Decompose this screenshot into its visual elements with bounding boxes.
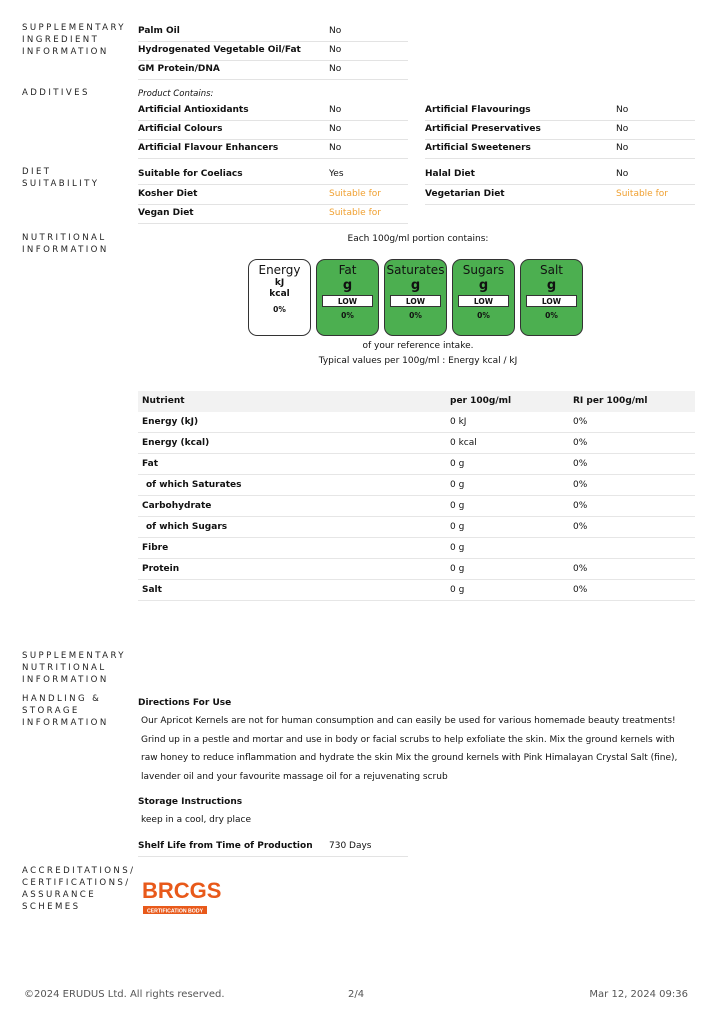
diet-value: Suitable for <box>329 208 381 218</box>
typical-values-text: Typical values per 100g/ml : Energy kcal / kJ <box>318 356 518 366</box>
table-row <box>138 475 695 496</box>
nutrient-per: 0 g <box>450 459 465 469</box>
nutrient-per: 0 g <box>450 543 465 553</box>
additive-label: Artificial Sweeteners <box>425 143 531 153</box>
salt-light <box>520 259 583 336</box>
nutrient-per: 0 kJ <box>450 417 467 427</box>
additive-value: No <box>329 124 342 134</box>
energy-light <box>248 259 311 336</box>
directions-title: Directions For Use <box>138 698 232 708</box>
diet-label: Kosher Diet <box>138 189 198 199</box>
nutrient-ri: 0% <box>573 501 588 511</box>
nutrient-table <box>138 391 695 601</box>
diet-right <box>425 169 695 209</box>
energy-name: Energy <box>258 263 301 277</box>
light-name: Salt <box>539 263 563 277</box>
light-pct: 0% <box>477 311 490 320</box>
table-row <box>138 412 695 433</box>
nutrient-ri: 0% <box>573 459 588 469</box>
table-row <box>138 454 695 475</box>
nutrient-ri: 0% <box>573 585 588 595</box>
shelf-life-value: 730 Days <box>329 841 372 851</box>
storage-title: Storage Instructions <box>138 797 243 807</box>
light-name: Fat <box>338 263 357 277</box>
nutrient-ri: 0% <box>573 438 588 448</box>
nutrient-per: 0 kcal <box>450 438 477 448</box>
nutrient-name: of which Sugars <box>146 522 228 532</box>
diet-label: Vegetarian Diet <box>425 189 505 199</box>
sugars-light <box>452 259 515 336</box>
ingredient-label: GM Protein/DNA <box>138 64 220 74</box>
light-level-badge: LOW <box>458 295 509 307</box>
section-label-nutritional: NUTRITIONAL INFORMATION <box>22 233 109 255</box>
light-level-badge: LOW <box>526 295 577 307</box>
table-row <box>138 580 695 601</box>
additive-label: Artificial Flavour Enhancers <box>138 143 279 153</box>
fat-light <box>316 259 379 336</box>
table-row <box>138 496 695 517</box>
nutrient-name: Fat <box>142 459 158 469</box>
additive-value: No <box>329 105 342 115</box>
light-pct: 0% <box>341 311 354 320</box>
diet-value: Yes <box>329 169 344 179</box>
section-label-accreditations: ACCREDITATIONS/ CERTIFICATIONS/ ASSURANCE SCHEMES <box>22 866 136 912</box>
footer-date: Mar 12, 2024 09:36 <box>589 989 688 1000</box>
shelf-life <box>138 841 408 859</box>
saturates-light <box>384 259 447 336</box>
nutrient-ri: 0% <box>573 417 588 427</box>
light-unit: g <box>410 278 421 293</box>
nutrient-per: 0 g <box>450 585 465 595</box>
table-row <box>138 538 695 559</box>
brcgs-sub-text: CERTIFICATION BODY <box>146 908 204 915</box>
storage-text: keep in a cool, dry place <box>141 815 251 825</box>
nutrient-name: Salt <box>142 585 162 595</box>
nutrient-ri: 0% <box>573 522 588 532</box>
additive-label: Artificial Preservatives <box>425 124 541 134</box>
section-label-handling: HANDLING & STORAGE INFORMATION <box>22 694 109 728</box>
light-level-badge: LOW <box>322 295 373 307</box>
light-level-badge: LOW <box>390 295 441 307</box>
additive-label: Artificial Colours <box>138 124 223 134</box>
nutrient-per: 0 g <box>450 522 465 532</box>
light-unit: g <box>546 278 557 293</box>
section-label-supplementary-nutritional: SUPPLEMENTARY NUTRITIONAL INFORMATION <box>22 651 126 685</box>
brcgs-logo <box>142 876 222 916</box>
energy-pct: 0% <box>273 305 286 314</box>
diet-value: No <box>616 169 629 179</box>
nutrient-per: 0 g <box>450 480 465 490</box>
additive-label: Artificial Flavourings <box>425 105 531 115</box>
nutrient-ri: 0% <box>573 564 588 574</box>
light-unit: g <box>478 278 489 293</box>
diet-label: Vegan Diet <box>138 208 194 218</box>
nutrient-name: Fibre <box>142 543 169 553</box>
ingredient-value: No <box>329 45 342 55</box>
ingredient-label: Palm Oil <box>138 26 180 36</box>
nutrient-name: Carbohydrate <box>142 501 212 511</box>
portion-text: Each 100g/ml portion contains: <box>347 234 489 244</box>
table-row <box>138 433 695 454</box>
nutrient-per: 0 g <box>450 564 465 574</box>
light-pct: 0% <box>545 311 558 320</box>
section-label-additives: ADDITIVES <box>22 88 90 98</box>
ingredient-label: Hydrogenated Vegetable Oil/Fat <box>138 45 301 55</box>
shelf-life-label: Shelf Life from Time of Production <box>138 841 313 851</box>
diet-value: Suitable for <box>329 189 381 199</box>
footer-page-number: 2/4 <box>348 989 365 1000</box>
light-pct: 0% <box>409 311 422 320</box>
nutrient-name: Energy (kcal) <box>142 438 210 448</box>
column-header: RI per 100g/ml <box>573 396 648 406</box>
section-label-supplementary-ingredient: SUPPLEMENTARY INGREDIENT INFORMATION <box>22 23 126 57</box>
additives-intro: Product Contains: <box>138 89 214 99</box>
diet-label: Suitable for Coeliacs <box>138 169 243 179</box>
section-label-diet: DIET SUITABILITY <box>22 167 100 189</box>
brcgs-logo-text: BRCGS <box>142 878 222 903</box>
light-unit: g <box>342 278 353 293</box>
footer-copyright: ©2024 ERUDUS Ltd. All rights reserved. <box>24 989 225 1000</box>
ingredient-value: No <box>329 26 342 36</box>
additive-value: No <box>616 105 629 115</box>
additive-value: No <box>616 124 629 134</box>
energy-kj: kJ <box>274 278 285 288</box>
additives-right <box>425 105 695 165</box>
light-name: Sugars <box>462 263 505 277</box>
nutrient-name: Protein <box>142 564 180 574</box>
nutrient-ri: 0% <box>573 480 588 490</box>
ingredient-list <box>138 26 408 86</box>
directions-text: Our Apricot Kernels are not for human consumption and can easily be used for various homemade beauty treatments! Grind up in a pestle and mortar and use in body or facial scrubs to help exfoliate the skin. Mix the ground kernels with raw honey to reduce inflammation and hydrate the skin Mix the ground kernels with Pink Himalayan Crystal Salt (fine), lavender oil and your favourite massage oil for a rejuvenating scrub <box>141 716 678 782</box>
nutrient-name: of which Saturates <box>146 480 242 490</box>
additives-left <box>138 105 408 165</box>
additive-label: Artificial Antioxidants <box>138 105 249 115</box>
reference-intake-text: of your reference intake. <box>362 341 474 351</box>
table-row <box>138 517 695 538</box>
ingredient-value: No <box>329 64 342 74</box>
table-header <box>138 391 695 412</box>
light-name: Saturates <box>386 263 445 277</box>
table-row <box>138 559 695 580</box>
diet-value: Suitable for <box>616 189 668 199</box>
energy-kcal: kcal <box>269 289 290 299</box>
nutrient-per: 0 g <box>450 501 465 511</box>
additive-value: No <box>616 143 629 153</box>
nutrient-name: Energy (kJ) <box>142 417 199 427</box>
additive-value: No <box>329 143 342 153</box>
diet-left <box>138 169 408 229</box>
column-header: Nutrient <box>142 396 185 406</box>
column-header: per 100g/ml <box>450 396 512 406</box>
diet-label: Halal Diet <box>425 169 475 179</box>
